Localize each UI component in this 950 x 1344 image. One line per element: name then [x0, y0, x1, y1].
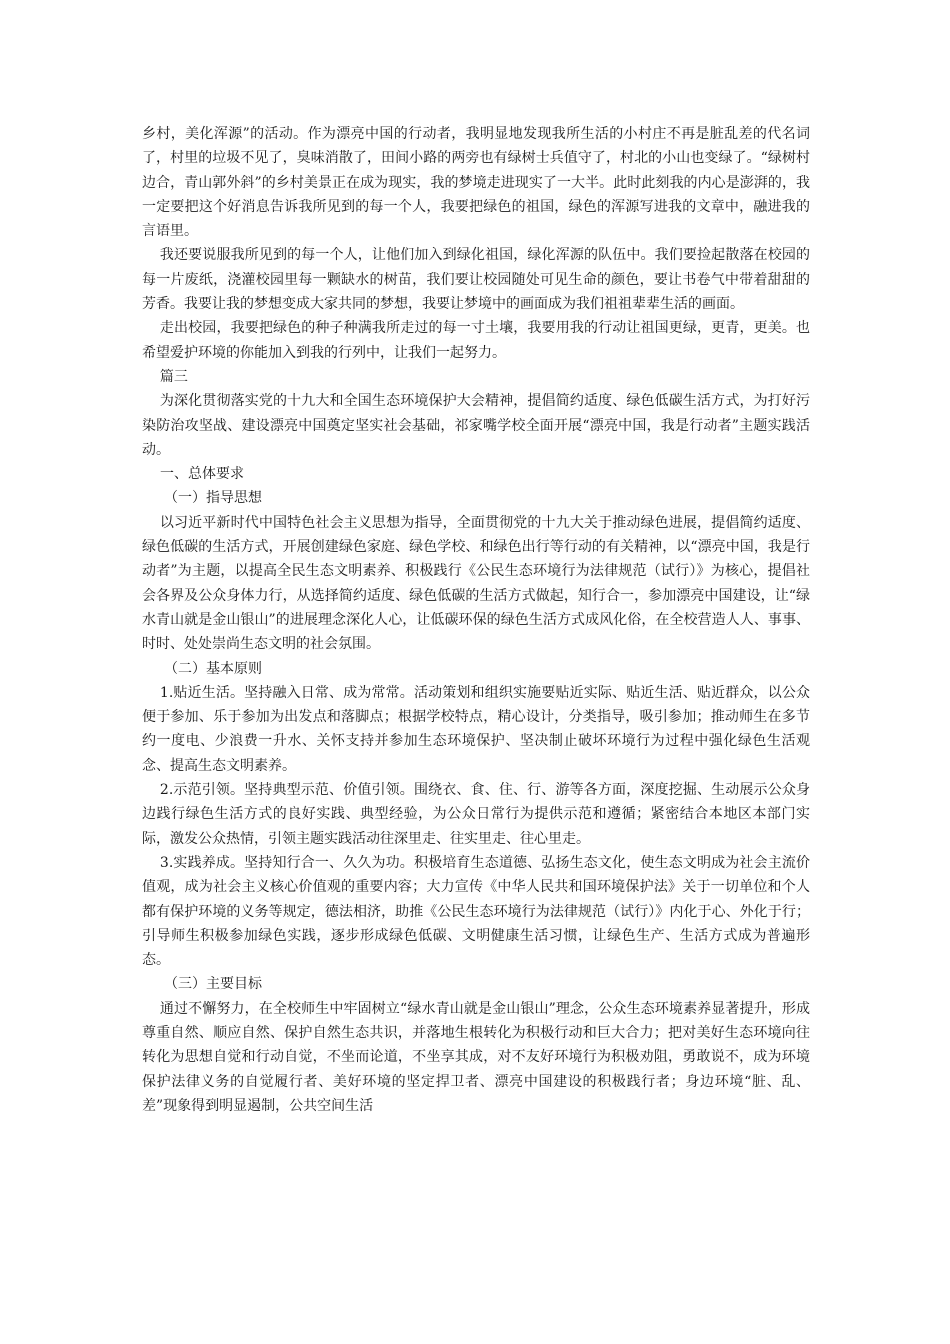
paragraph-continued: 乡村，美化浑源”的活动。作为漂亮中国的行动者，我明显地发现我所生活的小村庄不再是脏乱差的代名词了，村里的垃圾不见了，臭味消散了，田间小路的两旁也有绿树士兵值守了，村北的小山也变绿了。“绿树村边合，青山郭外斜”的乡村美景正在成为现实，我的梦境走进现实了一大半。此时此刻我的内心是澎湃的，我一定要把这个好消息告诉我所见到的每一个人，我要把绿色的祖国，绿色的浑源写进我的文章中，融进我的言语里。 [142, 126, 810, 240]
heading-level-2: （一）指导思想 [164, 490, 262, 507]
list-item-paragraph: 3.实践养成。坚持知行合一、久久为功。积极培育生态道德、弘扬生态文化，使生态文明成为社会主流价值观，成为社会主义核心价值观的重要内容；大力宣传《中华人民共和国环境保护法》关于一切单位和个人都有保护环境的义务等规定，德法相济，助推《公民生态环境行为法律规范（试行）》内化于心、外化于行；引导师生积极参加绿色实践，逐步形成绿色低碳、文明健康生活习惯，让绿色生产、生活方式成为普遍形态。 [142, 854, 810, 969]
list-item-paragraph: 1.贴近生活。坚持融入日常、成为常常。活动策划和组织实施要贴近实际、贴近生活、贴近群众，以公众便于参加、乐于参加为出发点和落脚点；根据学校特点，精心设计，分类指导，吸引参加；推动师生在多节约一度电、少浪费一升水、关怀支持并参加生态环境保护、坚决制止破坏环境行为过程中强化绿色生活观念、提高生态文明素养。 [142, 684, 810, 774]
heading-level-2: （二）基本原则 [164, 660, 262, 677]
paragraph: 以习近平新时代中国特色社会主义思想为指导，全面贯彻党的十九大关于推动绿色进展，提倡简约适度、绿色低碳的生活方式，开展创建绿色家庭、绿色学校、和绿色出行等行动的有关精神，以“漂亮中国，我是行动者”为主题，以提高全民生态文明素养、积极践行《公民生态环境行为法律规范（试行）》为核心，提倡社会各界及公众身体力行，从选择简约适度、绿色低碳的生活方式做起，知行合一，参加漂亮中国建设，让“绿水青山就是金山银山”的进展理念深化人心，让低碳环保的绿色生活方式成风化俗，在全校营造人人、事事、时时、处处崇尚生态文明的社会氛围。 [142, 514, 810, 653]
paragraph: 为深化贯彻落实党的十九大和全国生态环境保护大会精神，提倡简约适度、绿色低碳生活方式，为打好污染防治攻坚战、建设漂亮中国奠定坚实社会基础，祁家嘴学校全面开展“漂亮中国，我是行动者”主题实践活动。 [142, 393, 810, 458]
heading-level-1: 一、总体要求 [160, 466, 244, 483]
paragraph: 通过不懈努力，在全校师生中牢固树立“绿水青山就是金山银山”理念，公众生态环境素养显著提升，形成尊重自然、顺应自然、保护自然生态共识，并落地生根转化为积极行动和巨大合力；把对美好生态环境向往转化为思想自觉和行动自觉，不坐而论道，不坐享其成，对不友好环境行为积极劝阻，勇敢说不，成为环境保护法律义务的自觉履行者、美好环境的坚定捍卫者、漂亮中国建设的积极践行者；身边环境“脏、乱、差”现象得到明显遏制，公共空间生活 [142, 1000, 810, 1114]
heading-level-2: （三）主要目标 [164, 976, 262, 993]
paragraph: 走出校园，我要把绿色的种子种满我所走过的每一寸土壤，我要用我的行动让祖国更绿，更青，更美。也希望爱护环境的你能加入到我的行列中，让我们一起努力。 [142, 320, 810, 361]
paragraph: 我还要说服我所见到的每一个人，让他们加入到绿化祖国，绿化浑源的队伍中。我们要捡起散落在校园的每一片废纸，浇灌校园里每一颗缺水的树苗，我们要让校园随处可见生命的颜色，要让书卷气中带着甜甜的芳香。我要让我的梦想变成大家共同的梦想，我要让梦境中的画面成为我们祖祖辈辈生活的画面。 [142, 247, 810, 313]
document-page [142, 122, 810, 1118]
section-title: 篇三 [159, 368, 188, 385]
list-item-paragraph: 2.示范引领。坚持典型示范、价值引领。围绕衣、食、住、行、游等各方面，深度挖掘、生动展示公众身边践行绿色生活方式的良好实践、典型经验，为公众日常行为提供示范和遵循；紧密结合本地区本部门实际，激发公众热情，引领主题实践活动往深里走、往实里走、往心里走。 [142, 782, 810, 847]
